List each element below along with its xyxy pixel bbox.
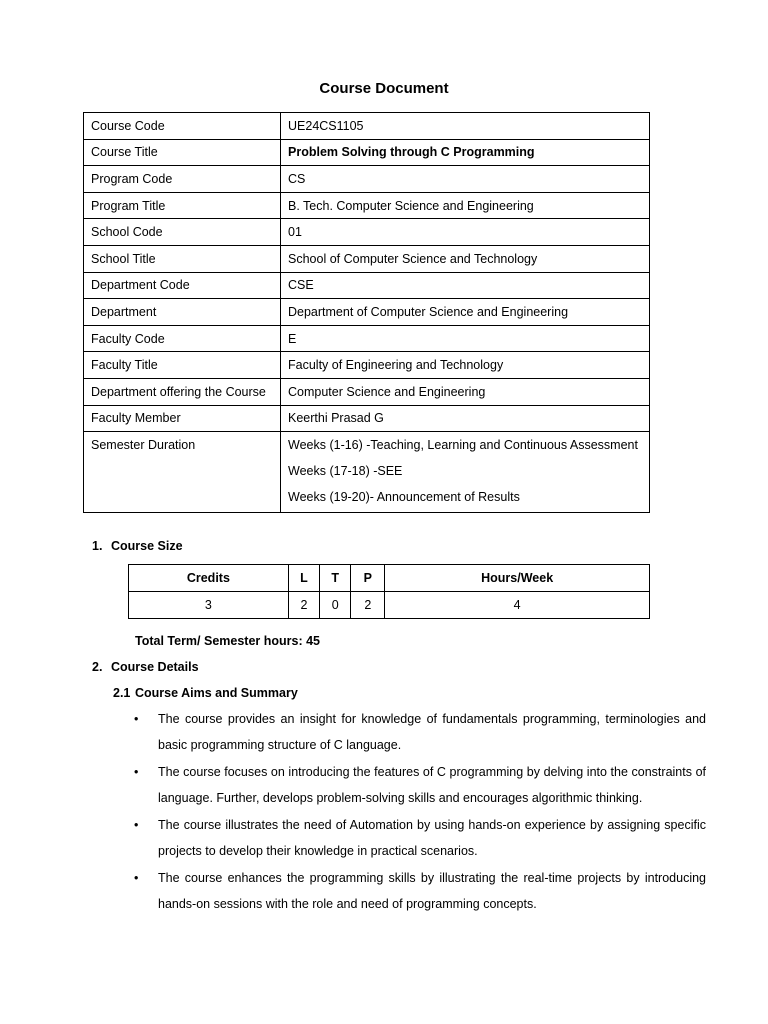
table-row: [84, 432, 650, 513]
row-key: Department: [84, 299, 281, 326]
table-row: [84, 272, 650, 299]
column-header: Hours/Week: [385, 565, 650, 592]
row-value: Department of Computer Science and Engineering: [281, 299, 650, 326]
semester-line: Weeks (17-18) -SEE: [288, 464, 403, 479]
row-value: 01: [281, 219, 650, 246]
table-cell: 4: [385, 592, 650, 619]
row-value: School of Computer Science and Technology: [281, 245, 650, 272]
list-item: [134, 707, 706, 758]
row-value: Computer Science and Engineering: [281, 378, 650, 405]
subsection-heading-aims: [113, 686, 298, 700]
column-header: L: [288, 565, 319, 592]
table-row: [129, 592, 650, 619]
row-value: B. Tech. Computer Science and Engineering: [281, 192, 650, 219]
row-key: Course Code: [84, 113, 281, 140]
list-item-text: The course focuses on introducing the features of C programming by delving into the constraints of language. Further, develops problem-solving skills and encourages algorithmic thinking.: [158, 765, 706, 805]
section-heading-course-size: [92, 539, 183, 553]
list-item-text: The course illustrates the need of Automation by using hands-on experience by assigning specific projects to develop their knowledge in practical scenarios.: [158, 818, 706, 858]
row-key: Course Title: [84, 139, 281, 166]
table-row: [84, 139, 650, 166]
list-item: [134, 760, 706, 811]
bullet-icon: •: [134, 871, 139, 885]
column-header: Credits: [129, 565, 289, 592]
table-cell: 2: [351, 592, 385, 619]
row-key: Faculty Title: [84, 352, 281, 379]
page-title: Course Document: [319, 80, 449, 97]
row-value: E: [281, 325, 650, 352]
table-row: [84, 325, 650, 352]
row-key: Department Code: [84, 272, 281, 299]
table-header-row: [129, 565, 650, 592]
list-item-text: The course enhances the programming skills by illustrating the real-time projects by introducing hands-on sessions with the role and need of programming concepts.: [158, 871, 706, 911]
section-number: 1.: [92, 539, 103, 553]
row-key: School Code: [84, 219, 281, 246]
section-title: Course Details: [111, 660, 199, 674]
subsection-number: 2.1: [113, 686, 131, 700]
section-heading-course-details: [92, 660, 199, 674]
row-key: Faculty Code: [84, 325, 281, 352]
bullet-icon: •: [134, 765, 139, 779]
semester-line: Weeks (1-16) -Teaching, Learning and Continuous Assessment: [288, 438, 638, 453]
row-value: Keerthi Prasad G: [281, 405, 650, 432]
course-aims-list: [134, 707, 706, 919]
table-row: [84, 299, 650, 326]
table-row: [84, 405, 650, 432]
column-header: T: [320, 565, 351, 592]
column-header: P: [351, 565, 385, 592]
section-number: 2.: [92, 660, 103, 674]
row-key: School Title: [84, 245, 281, 272]
row-key: Program Code: [84, 166, 281, 193]
bullet-icon: •: [134, 712, 139, 726]
course-info-table: [83, 112, 650, 513]
semester-line: Weeks (19-20)- Announcement of Results: [288, 490, 520, 505]
course-size-table: [128, 564, 650, 619]
table-cell: 2: [288, 592, 319, 619]
list-item: [134, 813, 706, 864]
table-cell: 3: [129, 592, 289, 619]
subsection-title: Course Aims and Summary: [135, 686, 298, 700]
row-key: Faculty Member: [84, 405, 281, 432]
table-row: [84, 219, 650, 246]
section-title: Course Size: [111, 539, 183, 553]
row-value: CS: [281, 166, 650, 193]
semester-duration-value: [281, 432, 650, 513]
row-key: Program Title: [84, 192, 281, 219]
row-key: [84, 432, 281, 513]
table-row: [84, 378, 650, 405]
bullet-icon: •: [134, 818, 139, 832]
row-value: Faculty of Engineering and Technology: [281, 352, 650, 379]
list-item: [134, 866, 706, 917]
semester-duration-label: Semester Duration: [91, 438, 196, 453]
table-cell: 0: [320, 592, 351, 619]
row-value: UE24CS1105: [281, 113, 650, 140]
table-row: [84, 166, 650, 193]
table-row: [84, 352, 650, 379]
row-value: CSE: [281, 272, 650, 299]
table-row: [84, 245, 650, 272]
list-item-text: The course provides an insight for knowledge of fundamentals programming, terminologies and basic programming structure of C language.: [158, 712, 706, 752]
course-title-value: Problem Solving through C Programming: [281, 139, 650, 166]
row-key: Department offering the Course: [84, 378, 281, 405]
table-row: [84, 192, 650, 219]
total-hours: Total Term/ Semester hours: 45: [135, 634, 321, 648]
table-row: [84, 113, 650, 140]
